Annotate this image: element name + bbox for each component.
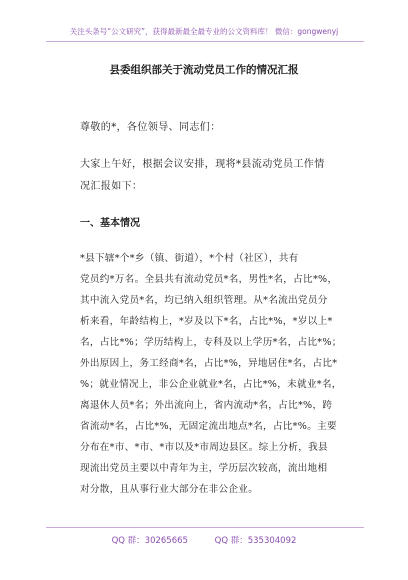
intro-line: 况汇报如下：: [80, 181, 143, 192]
body-line: *县下辖*个*乡（镇、街道），*个村（社区），共有: [80, 253, 299, 264]
body-line: 分布在*市、*市、*市以及*市周边县区。综上分析，我县: [80, 442, 328, 453]
document-title: 县委组织部关于流动党员工作的情况汇报: [109, 64, 299, 76]
footer-qq-group-secondary: QQ 群：535304092: [214, 536, 297, 546]
body-line: 离退休人员*名；外出流向上，省内流动*名，占比*%，跨: [80, 400, 333, 411]
body-line: 名，占比*%；学历结构上，专科及以上学历*名，占比*%；: [80, 337, 342, 348]
footer-divider: [46, 527, 364, 528]
header-banner: 关注头条号“公文研究”，获得最新最全最专业的公文资料库！ 微信：gongwenyj: [69, 27, 339, 36]
footer-qq-group-primary: QQ 群：30265665: [111, 536, 188, 546]
header-divider: [46, 41, 364, 42]
body-line: 党员约*万名。全县共有流动党员*名，男性*名，占比*%，: [80, 274, 338, 285]
salutation: 尊敬的*，各位领导、同志们：: [80, 122, 221, 133]
body-line: 省流动*名，占比*%，无固定流出地点*名，占比*%。主要: [80, 421, 337, 432]
intro-line: 大家上午好，根据会议安排，现将*县流动党员工作情: [80, 159, 325, 170]
body-line: %；就业情况上，非公企业就业*名，占比*%，未就业*名，: [80, 379, 342, 390]
section-heading: 一、基本情况: [80, 218, 140, 229]
body-line: 其中流入党员*名，均已纳入组织管理。从*名流出党员分: [80, 295, 328, 306]
body-line: 析来看，年龄结构上，*岁及以下*名，占比*%，*岁以上*: [80, 316, 333, 327]
body-line: 现流出党员主要以中青年为主，学历层次较高，流出地相: [80, 463, 328, 474]
body-line: 对分散，且从事行业大部分在非公企业。: [80, 484, 259, 495]
footer: [0, 534, 408, 546]
body-line: 外出原因上，务工经商*名，占比*%，异地居住*名，占比*: [80, 358, 338, 369]
